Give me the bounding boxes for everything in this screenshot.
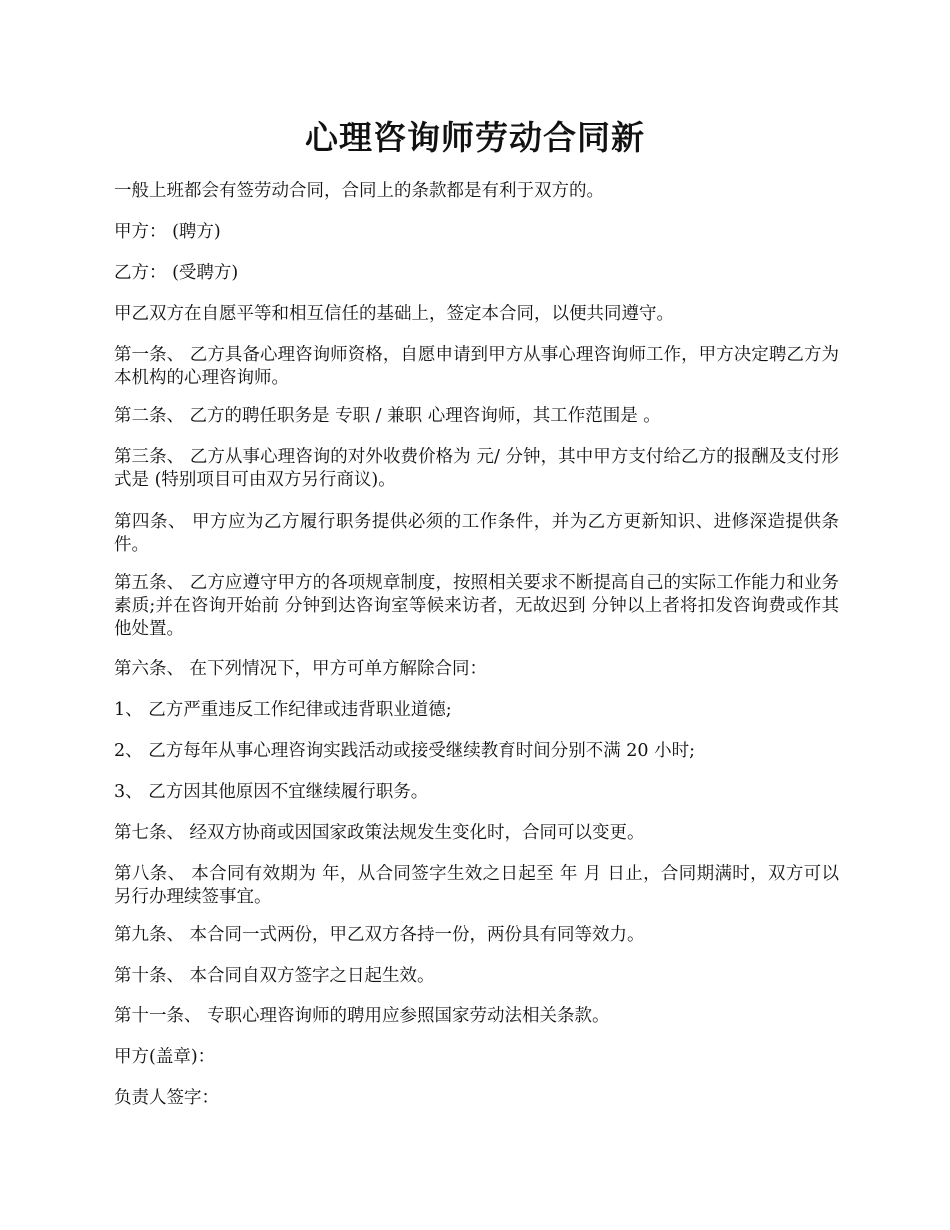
party-a-line: 甲方： (聘方)	[114, 222, 221, 242]
article-11: 第十一条、 专职心理咨询师的聘用应参照国家劳动法相关条款。	[114, 1006, 610, 1026]
article-10: 第十条、 本合同自双方签字之日起生效。	[114, 966, 435, 986]
party-a-seal-line: 甲方(盖章)：	[114, 1047, 216, 1067]
list-item: 2、 乙方每年从事心理咨询实践活动或接受继续教育时间分别不满 20 小时;	[114, 741, 695, 761]
intro-paragraph: 一般上班都会有签劳动合同，合同上的条款都是有利于双方的。	[114, 181, 604, 201]
article-2: 第二条、 乙方的聘任职务是 专职 / 兼职 心理咨询师，其工作范围是 。	[114, 406, 661, 426]
article-9: 第九条、 本合同一式两份，甲乙双方各持一份，两份具有同等效力。	[114, 925, 645, 945]
article-1: 第一条、 乙方具备心理咨询师资格，自愿申请到甲方从事心理咨询师工作，甲方决定聘乙方为本机构的心理咨询师。	[114, 345, 839, 388]
list-item: 1、 乙方严重违反工作纪律或违背职业道德;	[114, 700, 452, 720]
party-b-line: 乙方： (受聘方)	[114, 263, 239, 283]
signatory-line: 负责人签字：	[114, 1088, 219, 1108]
list-item: 3、 乙方因其他原因不宜继续履行职务。	[114, 782, 429, 802]
article-6: 第六条、 在下列情况下，甲方可单方解除合同：	[114, 659, 488, 679]
preamble-paragraph: 甲乙双方在自愿平等和相互信任的基础上，签定本合同，以便共同遵守。	[114, 304, 674, 324]
page-title: 心理咨询师劳动合同新	[305, 118, 645, 157]
article-7: 第七条、 经双方协商或因国家政策法规发生变化时，合同可以变更。	[114, 823, 645, 843]
article-4: 第四条、 甲方应为乙方履行职务提供必须的工作条件，并为乙方更新知识、进修深造提供条件。	[114, 512, 839, 555]
article-3: 第三条、 乙方从事心理咨询的对外收费价格为 元/ 分钟，其中甲方支付给乙方的报酬及支付形式是 (特别项目可由双方另行商议)。	[114, 447, 839, 490]
article-8: 第八条、 本合同有效期为 年，从合同签字生效之日起至 年 月 日止，合同期满时，双方可以另行办理续签事宜。	[114, 864, 839, 907]
article-5: 第五条、 乙方应遵守甲方的各项规章制度，按照相关要求不断提高自己的实际工作能力和业务素质;并在咨询开始前 分钟到达咨询室等候来访者，无故迟到 分钟以上者将扣发咨询费或作其他处置。	[114, 573, 839, 639]
